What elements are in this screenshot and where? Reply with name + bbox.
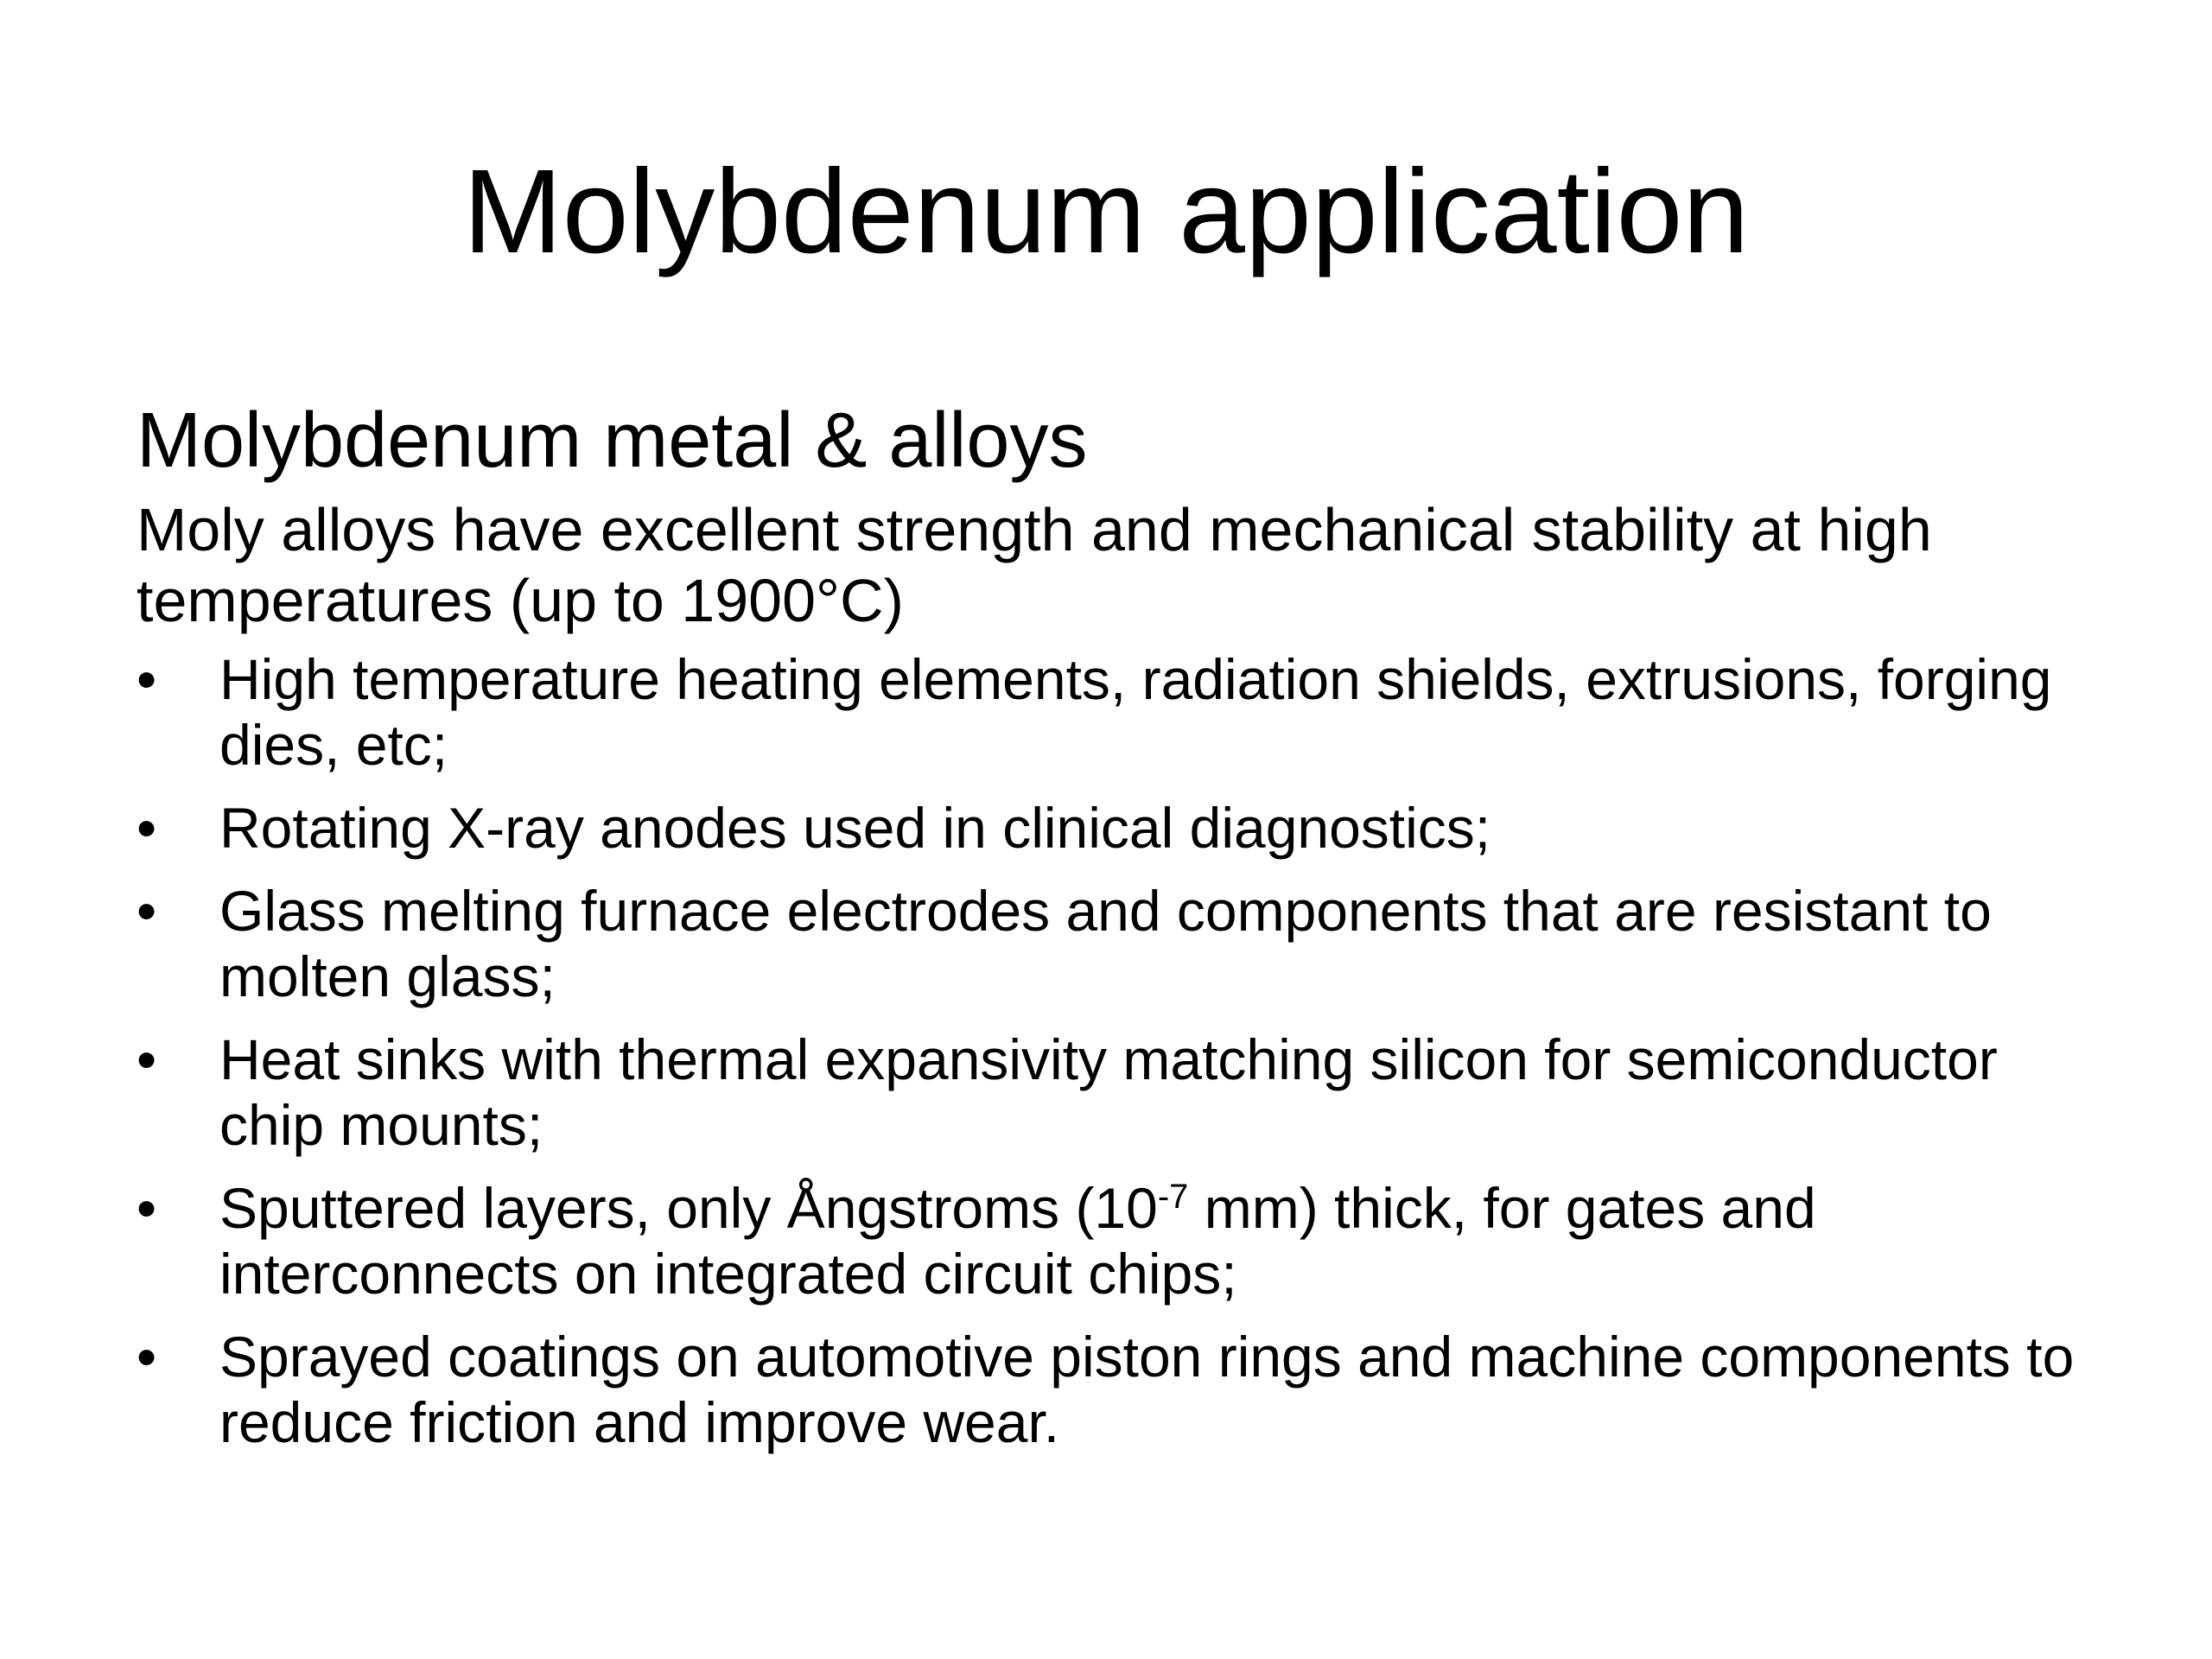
bullet-icon: •	[137, 879, 157, 943]
bullet-icon: •	[137, 647, 157, 711]
bullet-item	[137, 1175, 2107, 1306]
exponent-superscript: -7	[1157, 1178, 1189, 1216]
bullet-text: High temperature heating elements, radiation shields, extrusions, forging dies, etc;	[219, 647, 2052, 777]
bullet-text: Heat sinks with thermal expansivity matching silicon for semiconductor chip mounts;	[219, 1027, 1998, 1157]
bullet-text: Sprayed coatings on automotive piston rings and machine components to reduce friction and improve wear.	[219, 1325, 2075, 1454]
bullet-text: Glass melting furnace electrodes and components that are resistant to molten glass;	[219, 879, 1992, 1008]
bullet-item	[137, 1027, 2107, 1158]
slide-content	[137, 394, 2107, 1472]
bullet-icon: •	[137, 1325, 157, 1389]
bullet-item	[137, 795, 2107, 861]
bullet-item	[137, 1324, 2107, 1455]
section-heading: Molybdenum metal & alloys	[137, 397, 1088, 484]
bullet-item	[137, 646, 2107, 778]
bullet-text-before: Sputtered layers, only Ångstroms (10	[219, 1176, 1158, 1240]
bullet-icon: •	[137, 796, 157, 860]
bullet-icon: •	[137, 1176, 157, 1240]
bullet-icon: •	[137, 1027, 157, 1091]
bullet-list	[137, 646, 2107, 1455]
slide-title: Molybdenum application	[462, 145, 1750, 278]
bullet-text	[219, 1176, 1816, 1306]
intro-paragraph: Moly alloys have excellent strength and mechanical stability at high temperatures (up to 1900°C)	[137, 496, 1932, 634]
bullet-text: Rotating X-ray anodes used in clinical diagnostics;	[219, 796, 1491, 860]
bullet-text-after: mm) thick, for gates and interconnects on integrated circuit chips;	[219, 1176, 1816, 1306]
bullet-item	[137, 878, 2107, 1009]
